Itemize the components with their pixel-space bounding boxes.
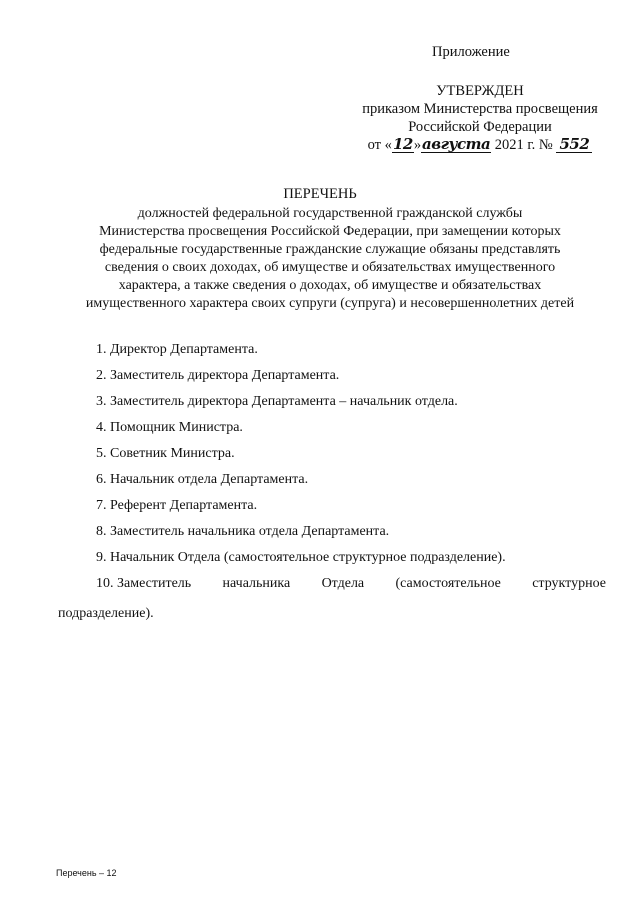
list-item: 7. Референт Департамента.: [96, 498, 258, 513]
list-item: 8. Заместитель начальника отдела Департамента.: [96, 524, 390, 539]
list-item: 9. Начальник Отдела (самостоятельное структурное подразделение).: [96, 550, 506, 565]
list-item: 5. Советник Министра.: [96, 446, 235, 461]
handwritten-day: 12: [392, 135, 413, 153]
list-item: 3. Заместитель директора Департамента – начальник отдела.: [96, 394, 458, 409]
subtitle-line: имущественного характера своих супруги (супруга) и несовершеннолетних детей: [85, 296, 575, 311]
list-item-10-word: Отдела: [321, 576, 365, 591]
list-item: 4. Помощник Министра.: [96, 420, 243, 435]
subtitle-line: сведения о своих доходах, об имуществе и обязательствах имущественного: [104, 260, 556, 275]
date-year-number-label: 2021 г. №: [494, 137, 553, 153]
page-footer: Перечень – 12: [56, 868, 117, 878]
annex-label: Приложение: [432, 44, 510, 60]
order-line-1: приказом Министерства просвещения: [362, 101, 598, 117]
date-quote-close: »: [413, 137, 422, 153]
subtitle-line: Министерства просвещения Российской Федерации, при замещении которых: [99, 224, 561, 239]
approval-block: [340, 82, 620, 154]
handwritten-order-number: 552: [556, 137, 592, 153]
list-item: 6. Начальник отдела Департамента.: [96, 472, 309, 487]
list-item: 2. Заместитель директора Департамента.: [96, 368, 340, 383]
subtitle-line: должностей федеральной государственной гражданской службы: [137, 206, 523, 221]
handwritten-month: августа: [422, 135, 491, 153]
document-subtitle: [60, 205, 600, 313]
subtitle-line: характера, а также сведения о доходах, об имуществе и обязательствах: [118, 278, 542, 293]
order-line-2: Российской Федерации: [408, 119, 552, 135]
date-prefix: от «: [367, 137, 392, 153]
order-date-line: [340, 136, 620, 154]
list-item-10-word: начальника: [222, 576, 291, 591]
approved-title: УТВЕРЖДЕН: [436, 83, 524, 99]
document-title: ПЕРЕЧЕНЬ: [283, 186, 357, 202]
list-item-10: [96, 576, 606, 592]
list-item-10-word: (самостоятельное: [395, 576, 501, 591]
list-item-10-word: структурное: [532, 576, 606, 591]
subtitle-line: федеральные государственные гражданские служащие обязаны представлять: [99, 242, 561, 257]
list-item-10-word: 10. Заместитель: [96, 576, 192, 591]
list-item-10-continuation: подразделение).: [58, 606, 154, 621]
list-item: 1. Директор Департамента.: [96, 342, 258, 357]
